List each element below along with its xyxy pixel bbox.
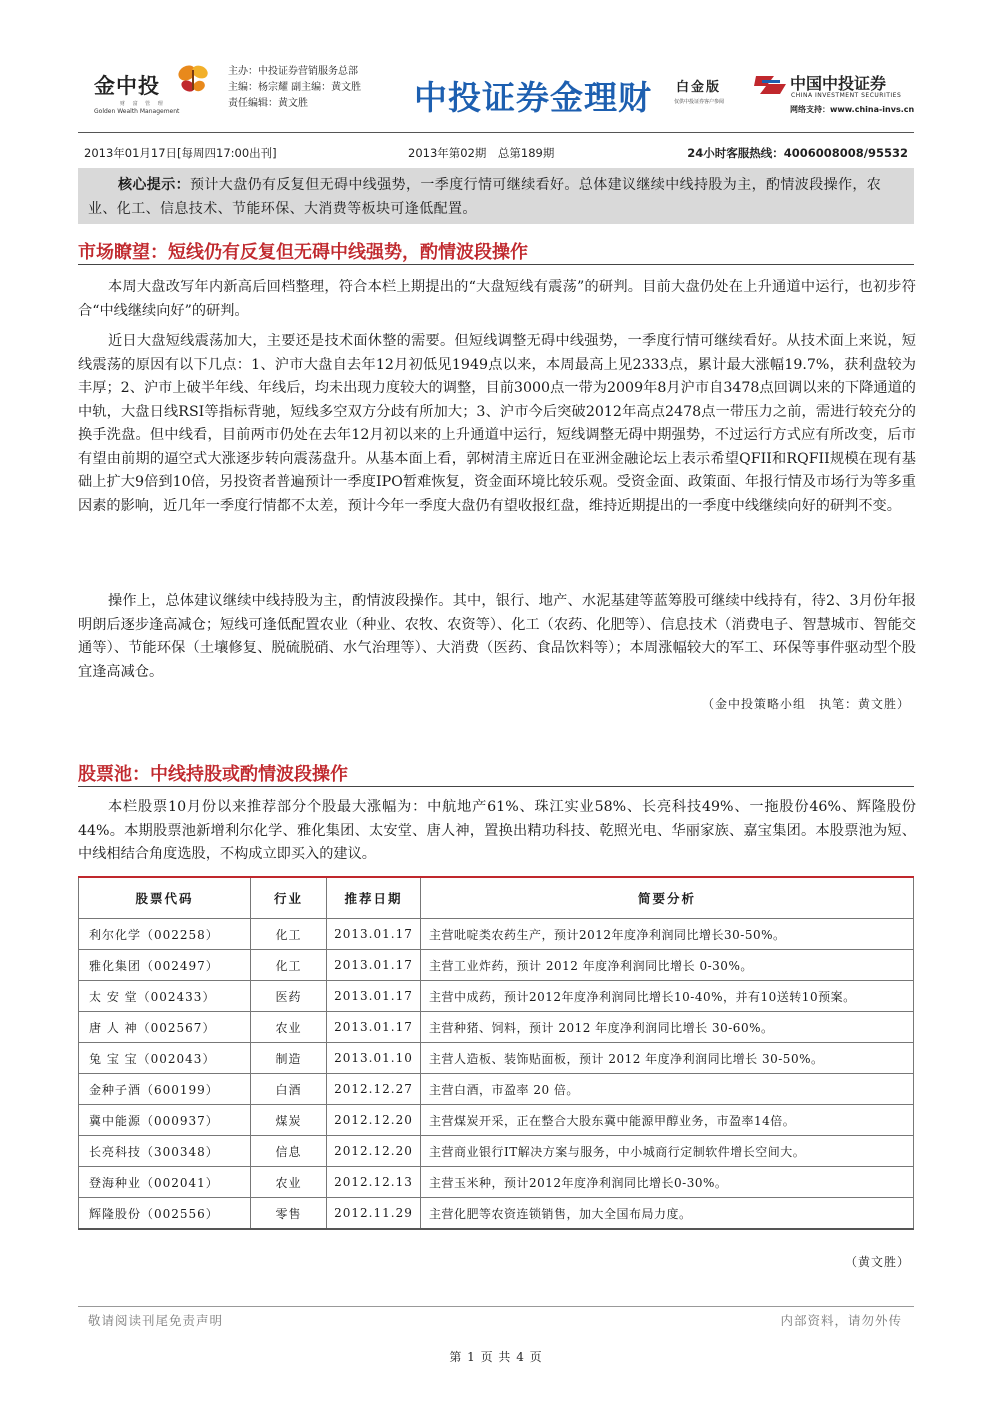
brand-name: 金中投 — [94, 74, 160, 98]
core-tips-text — [88, 173, 906, 221]
stock-name-cell: 唐 人 神（002567） — [79, 1012, 251, 1043]
analysis-cell: 主营人造板、装饰贴面板，预计 2012 年度净利润同比增长 30-50%。 — [421, 1043, 914, 1074]
date-cell: 2013.01.17 — [327, 919, 421, 950]
date-cell: 2012.12.20 — [327, 1105, 421, 1136]
industry-cell: 零售 — [251, 1198, 327, 1230]
table-row — [79, 919, 914, 950]
core-tips-box — [78, 168, 914, 224]
stock-name-cell: 金种子酒（600199） — [79, 1074, 251, 1105]
date-cell: 2012.12.27 — [327, 1074, 421, 1105]
masthead-title: 中投证券金理财 — [414, 78, 652, 117]
stock-name-cell: 登海种业（002041） — [79, 1167, 251, 1198]
company-name-en: CHINA INVESTMENT SECURITIES — [791, 92, 902, 99]
industry-cell: 化工 — [251, 919, 327, 950]
stock-pool-signature: （黄文胜） — [844, 1255, 910, 1269]
page-number: 第 1 页 共 4 页 — [449, 1350, 543, 1364]
header-industry: 行业 — [251, 877, 327, 919]
industry-cell: 信息 — [251, 1136, 327, 1167]
disclaimer-notice: 敬请阅读刊尾免责声明 — [88, 1313, 224, 1328]
analysis-cell: 主营白酒，市盈率 20 倍。 — [421, 1074, 914, 1105]
date-cell: 2013.01.17 — [327, 981, 421, 1012]
edition-note: 仅供中投证券客户参阅 — [674, 99, 725, 105]
table-row — [79, 1012, 914, 1043]
date-cell: 2013.01.17 — [327, 950, 421, 981]
header-divider — [78, 132, 914, 133]
issue-number: 2013年第02期 总第189期 — [408, 146, 555, 160]
editors-line: 主编：杨宗耀 副主编：黄文胜 — [228, 82, 362, 93]
industry-cell: 白酒 — [251, 1074, 327, 1105]
service-hotline: 24小时客服热线：4006008008/95532 — [687, 146, 908, 160]
industry-cell: 化工 — [251, 950, 327, 981]
date-cell: 2012.12.13 — [327, 1167, 421, 1198]
stock-name-cell: 太 安 堂（002433） — [79, 981, 251, 1012]
footer-divider — [78, 1306, 914, 1307]
table-header-row — [79, 877, 914, 919]
analysis-cell: 主营吡啶类农药生产，预计2012年度净利润同比增长30-50%。 — [421, 919, 914, 950]
stock-name-cell: 兔 宝 宝（002043） — [79, 1043, 251, 1074]
stock-pool-table — [78, 876, 914, 1230]
stock-pool-intro: 本栏股票10月份以来推荐部分个股最大涨幅为：中航地产61%、珠江实业58%、长亮科技49%、一拖股份46%、辉隆股份44%。本期股票池新增利尔化学、雅化集团、太安堂、唐人神，置换出精功科技、乾照光电、华丽家族、嘉宝集团。本股票池为短、中线相结合角度选股，不构成立即买入的建议。 — [78, 799, 916, 862]
date-cell: 2012.12.20 — [327, 1136, 421, 1167]
stock-name-cell: 利尔化学（002258） — [79, 919, 251, 950]
company-name-cn: 中国中投证券 — [790, 74, 887, 93]
analysis-cell: 主营工业炸药，预计 2012 年度净利润同比增长 0-30%。 — [421, 950, 914, 981]
industry-cell: 煤炭 — [251, 1105, 327, 1136]
stock-pool-section-title: 股票池：中线持股或酌情波段操作 — [78, 764, 348, 785]
internal-notice: 内部资料，请勿外传 — [780, 1313, 902, 1328]
analysis-cell: 主营煤炭开采，正在整合大股东冀中能源甲醇业务，市盈率14倍。 — [421, 1105, 914, 1136]
brand-english: Golden Wealth Management — [94, 108, 180, 115]
market-paragraph-3: 操作上，总体建议继续中线持股为主，酌情波段操作。其中，银行、地产、水泥基建等蓝筹股可继续中线持有，待2、3月份年报明朗后逐步逢高减仓；短线可逢低配置农业（种业、农牧、农资等）、化工（农药、化肥等）、信息技术（消费电子、智慧城市、智能交通等）、节能环保（土壤修复、脱硫脱硝、水气治理等）、大消费（医药、食品饮料等）；本周涨幅较大的军工、环保等事件驱动型个股宜逢高减仓。 — [78, 593, 916, 680]
table-row — [79, 950, 914, 981]
industry-cell: 制造 — [251, 1043, 327, 1074]
date-cell: 2013.01.10 — [327, 1043, 421, 1074]
stock-name-cell: 冀中能源（000937） — [79, 1105, 251, 1136]
core-tips-body: 预计大盘仍有反复但无碍中线强势，一季度行情可继续看好。总体建议继续中线持股为主，酌情波段操作，农业、化工、信息技术、节能环保、大消费等板块可逢低配置。 — [88, 177, 882, 217]
market-section-title: 市场瞭望：短线仍有反复但无碍中线强势，酌情波段操作 — [78, 242, 528, 263]
website-link[interactable]: 网络支持：www.china-invs.cn — [790, 105, 915, 114]
header-stock-code: 股票代码 — [79, 877, 251, 919]
stock-pool-section-rule — [78, 786, 914, 787]
analysis-cell: 主营玉米种，预计2012年度净利润同比增长0-30%。 — [421, 1167, 914, 1198]
masthead-header — [78, 62, 914, 124]
date-cell: 2012.11.29 — [327, 1198, 421, 1230]
header-recommend-date: 推荐日期 — [327, 877, 421, 919]
table-row — [79, 1167, 914, 1198]
industry-cell: 农业 — [251, 1167, 327, 1198]
table-row — [79, 1198, 914, 1230]
analysis-cell: 主营化肥等农资连锁销售，加大全国布局力度。 — [421, 1198, 914, 1230]
table-row — [79, 981, 914, 1012]
issue-date: 2013年01月17日[每周四17:00出刊] — [84, 146, 277, 160]
core-tips-label: 核心提示： — [118, 177, 190, 193]
header-analysis: 简要分析 — [421, 877, 914, 919]
market-section-rule — [78, 264, 914, 265]
analysis-cell: 主营商业银行IT解决方案与服务，中小城商行定制软件增长空间大。 — [421, 1136, 914, 1167]
stock-name-cell: 辉隆股份（002556） — [79, 1198, 251, 1230]
industry-cell: 医药 — [251, 981, 327, 1012]
responsible-editor-line: 责任编辑：黄文胜 — [228, 98, 308, 109]
industry-cell: 农业 — [251, 1012, 327, 1043]
market-paragraph-2: 近日大盘短线震荡加大，主要还是技术面休整的需要。但短线调整无碍中线强势，一季度行情可继续看好。从技术面上来说，短线震荡的原因有以下几点：1、沪市大盘自去年12月初低见1949点以来，本周最高上见2333点，累计最大涨幅19.7%，获利盘较为丰厚；2、沪市上破半年线、年线后，均未出现力度较大的调整，目前3000点一带为2009年8月沪市自3478点回调以来的下降通道的中轨，大盘日线RSI等指标背驰，短线多空双方分歧有所加大；3、沪市今后突破2012年高点2478点一带压力之前，需进行较充分的换手洗盘。但中线看，目前两市仍处在去年12月初以来的上升通道中运行，短线调整无碍中期强势，不过运行方式应有所改变，后市有望由前期的逼空式大涨逐步转向震荡盘升。从基本面上看，郭树清主席近日在亚洲金融论坛上表示希望QFII和RQFII规模在现有基础上扩大9倍到10倍，另投资者普遍预计一季度IPO暂难恢复，资金面环境比较乐观。受资金面、政策面、年报行情及市场行为等多重因素的影响，近几年一季度行情都不太差，预计今年一季度大盘仍有望收报红盘，维持近期提出的一季度中线继续向好的研判不变。 — [78, 333, 916, 514]
company-logo-icon — [754, 72, 788, 98]
table-row — [79, 1043, 914, 1074]
edition-label: 白金版 — [676, 80, 722, 95]
market-signature: （金中投策略小组 执笔：黄文胜） — [701, 697, 910, 711]
table-row — [79, 1105, 914, 1136]
sponsor-line: 主办：中投证券营销服务总部 — [228, 66, 358, 77]
table-row — [79, 1136, 914, 1167]
butterfly-icon — [176, 62, 210, 96]
market-paragraph-1: 本周大盘改写年内新高后回档整理，符合本栏上期提出的“大盘短线有震荡”的研判。目前大盘仍处在上升通道中运行，也初步符合“中线继续向好”的研判。 — [78, 279, 916, 319]
date-cell: 2013.01.17 — [327, 1012, 421, 1043]
editorial-credits — [228, 64, 361, 112]
stock-name-cell: 雅化集团（002497） — [79, 950, 251, 981]
analysis-cell: 主营种猪、饲料，预计 2012 年度净利润同比增长 30-60%。 — [421, 1012, 914, 1043]
table-row — [79, 1074, 914, 1105]
brand-tagline: 财 富 管 理 — [120, 101, 166, 107]
analysis-cell: 主营中成药，预计2012年度净利润同比增长10-40%，并有10送转10预案。 — [421, 981, 914, 1012]
stock-name-cell: 长亮科技（300348） — [79, 1136, 251, 1167]
issue-info — [78, 145, 914, 163]
